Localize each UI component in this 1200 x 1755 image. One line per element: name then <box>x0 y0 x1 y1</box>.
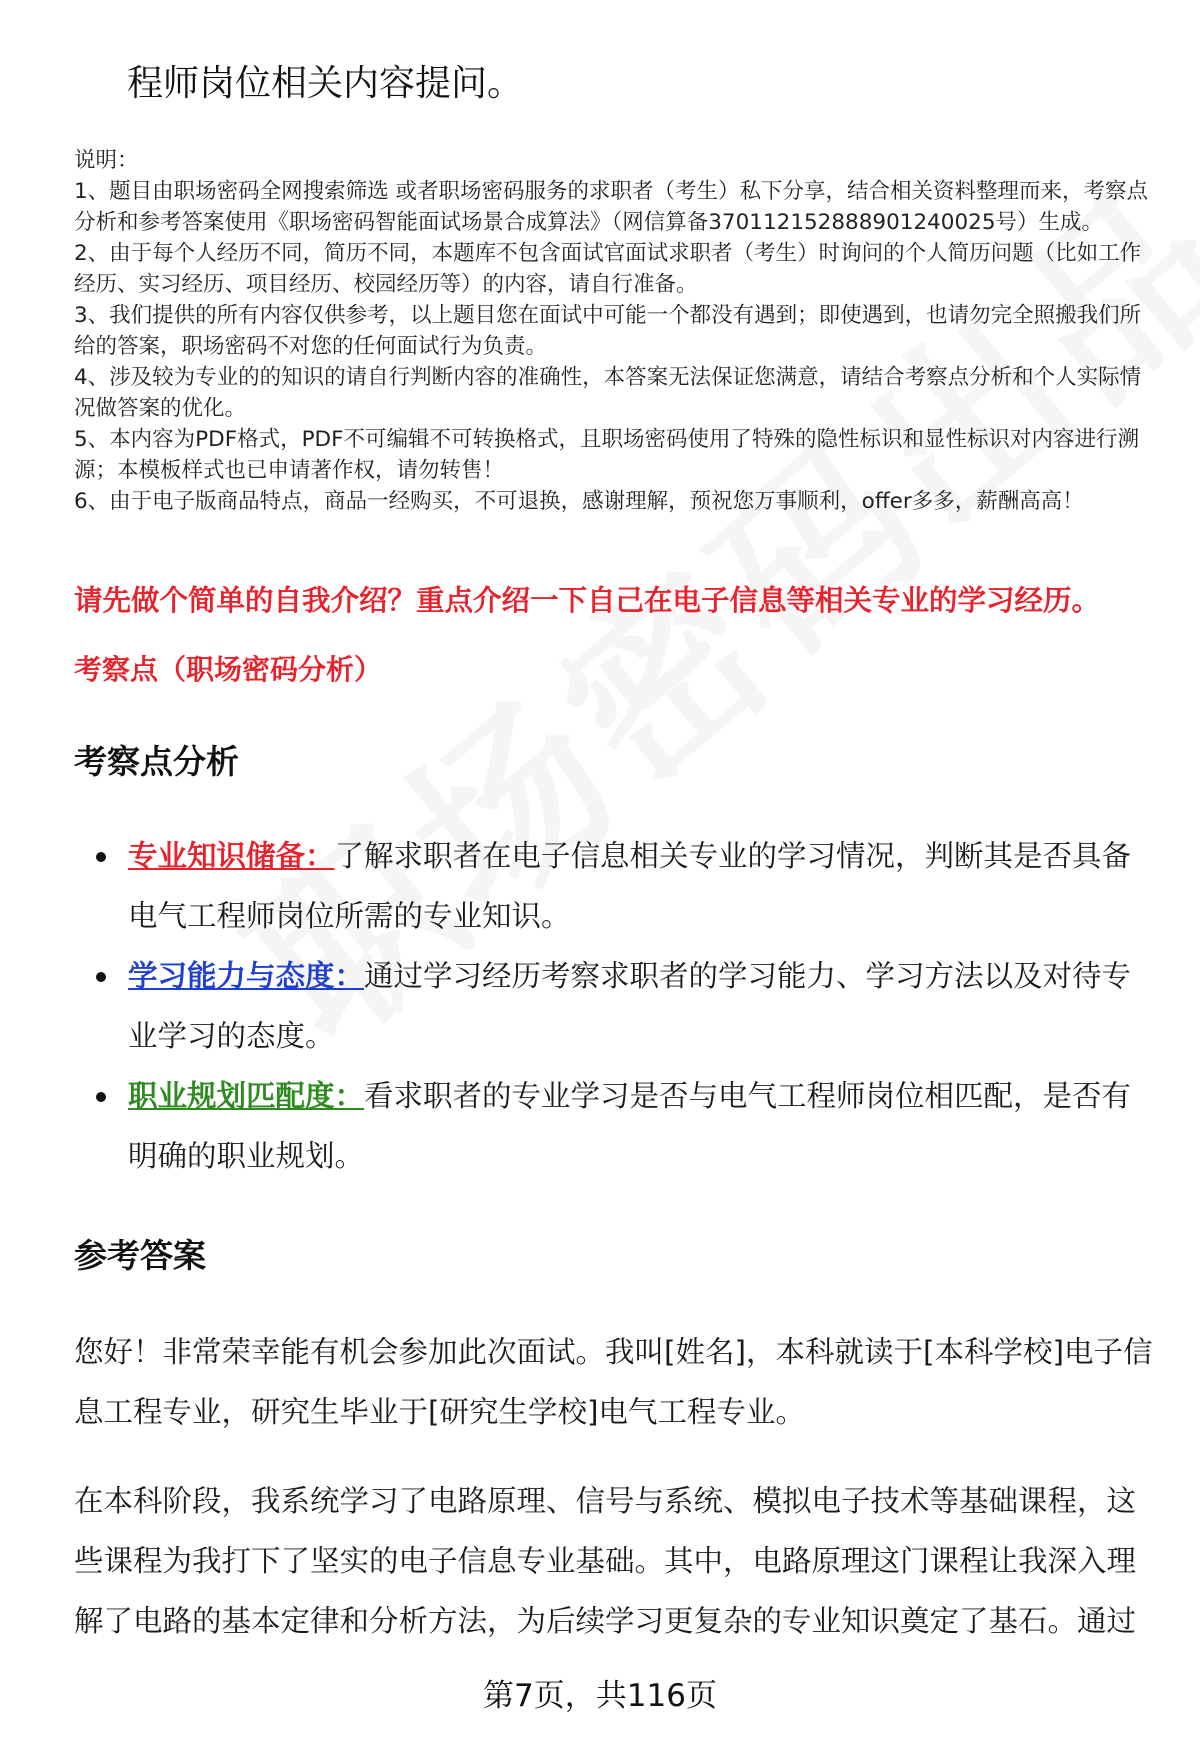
bullet-tag: 职业规划匹配度： <box>128 1079 365 1113</box>
list-item <box>96 1066 1156 1186</box>
bullet-tag: 学习能力与态度： <box>128 959 365 993</box>
continued-question-text: 程师岗位相关内容提问。 <box>127 63 524 104</box>
note-item: 1、题目由职场密码全网搜索筛选 或者职场密码服务的求职者（考生）私下分享，结合相关资料整理而来，考察点分析和参考答案使用《职场密码智能面试场景合成算法》（网信算备370112152888901240025号）生成。 <box>74 179 1149 235</box>
analysis-heading: 考察点分析 <box>74 742 239 781</box>
bullet-text: 看求职者的专业学习是否与电气工程师岗位相匹配，是否有明确的职业规划。 <box>128 1079 1132 1173</box>
bullet-text: 通过学习经历考察求职者的学习能力、学习方法以及对待专业学习的态度。 <box>128 959 1132 1053</box>
answer-paragraph: 在本科阶段，我系统学习了电路原理、信号与系统、模拟电子技术等基础课程，这些课程为我打下了坚实的电子信息专业基础。其中，电路原理这门课程让我深入理解了电路的基本定律和分析方法，为后续学习更复杂的专业知识奠定了基石。通过 <box>74 1484 1137 1638</box>
notes-heading: 说明： <box>74 148 139 173</box>
bullet-text: 了解求职者在电子信息相关专业的学习情况，判断其是否具备电气工程师岗位所需的专业知识。 <box>128 839 1132 933</box>
bullet-dot-icon <box>96 972 106 982</box>
list-item <box>96 826 1156 946</box>
bullet-tag: 专业知识储备： <box>128 839 335 873</box>
answer-heading: 参考答案 <box>74 1236 206 1275</box>
list-item <box>96 946 1156 1066</box>
note-item: 6、由于电子版商品特点，商品一经购买，不可退换，感谢理解，预祝您万事顺利，offer多多，薪酬高高！ <box>74 489 1084 514</box>
answer-paragraph: 您好！非常荣幸能有机会参加此次面试。我叫[姓名]，本科就读于[本科学校]电子信息工程专业，研究生毕业于[研究生学校]电气工程专业。 <box>74 1335 1153 1429</box>
note-item: 5、本内容为PDF格式，PDF不可编辑不可转换格式，且职场密码使用了特殊的隐性标识和显性标识对内容进行溯源；本模板样式也已申请著作权，请勿转售！ <box>74 427 1139 483</box>
answer-body <box>74 1322 1154 1680</box>
analysis-list <box>96 826 1156 1186</box>
page-number: 第7页，共116页 <box>483 1678 717 1714</box>
note-item: 4、涉及较为专业的的知识的请自行判断内容的准确性，本答案无法保证您满意，请结合考察点分析和个人实际情况做答案的优化。 <box>74 365 1142 421</box>
note-item: 3、我们提供的所有内容仅供参考，以上题目您在面试中可能一个都没有遇到；即使遇到，也请勿完全照搬我们所给的答案，职场密码不对您的任何面试行为负责。 <box>74 303 1142 359</box>
bullet-dot-icon <box>96 1092 106 1102</box>
note-item: 2、由于每个人经历不同，简历不同，本题库不包含面试官面试求职者（考生）时询问的个人简历问题（比如工作经历、实习经历、项目经历、校园经历等）的内容，请自行准备。 <box>74 241 1142 297</box>
interview-question: 请先做个简单的自我介绍？重点介绍一下自己在电子信息等相关专业的学习经历。 <box>74 584 1101 617</box>
analysis-label: 考察点（职场密码分析） <box>74 653 383 686</box>
notes-block <box>74 145 1154 517</box>
bullet-dot-icon <box>96 852 106 862</box>
